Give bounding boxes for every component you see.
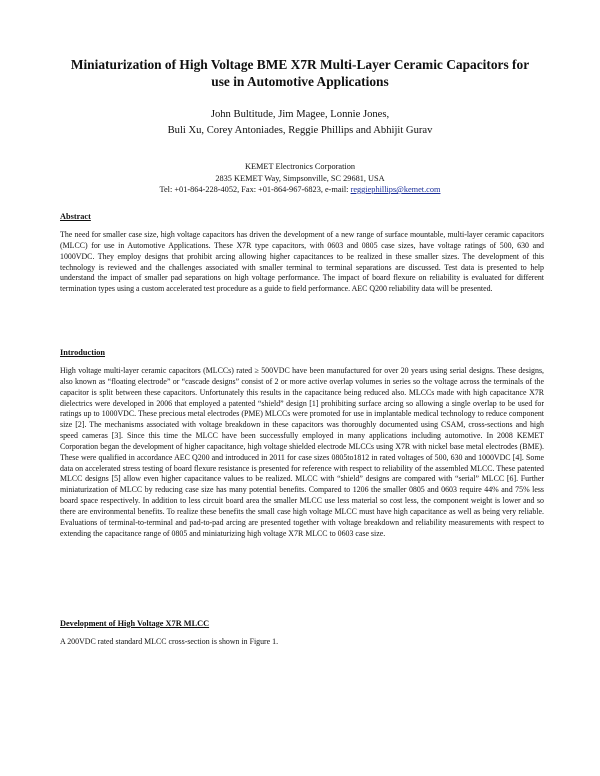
author-list <box>40 107 560 139</box>
authors-line: Buli Xu, Corey Antoniades, Reggie Phillips and Abhijit Gurav <box>167 125 433 136</box>
authors-line: John Bultitude, Jim Magee, Lonnie Jones, <box>210 109 390 120</box>
abstract-text: The need for smaller case size, high voltage capacitors has driven the development of a new range of surface mountable, multi-layer ceramic capacitors (MLCC) for use in Automotive Applications. These X7R type capacitors, with 0603 and 0805 case sizes, have voltage ratings of 500, 630 and 1000VDC. They employ designs that prohibit arcing allowing higher capacitances to be realized in these smaller sizes. The development of this technology is reviewed and the challenges associated with smaller terminal to terminal separations are discussed. Test data is presented to help understand the impact of smaller pad separations on high voltage performance. The impact of board flexure on reliability is evaluated for different termination types using a custom accelerated test procedure as a guide to field performance. AEC Q200 reliability data will be presented. <box>60 230 544 294</box>
affiliation-contact <box>40 184 560 196</box>
email-link[interactable]: reggiephillips@kemet.com <box>350 185 441 194</box>
contact-phone-fax: Tel: +01-864-228-4052, Fax: +01-864-967-6823, e-mail: <box>159 185 351 194</box>
affiliation-address: 2835 KEMET Way, Simpsonville, SC 29681, USA <box>215 173 385 183</box>
introduction-heading: Introduction <box>60 348 106 357</box>
affiliation-block <box>40 161 560 196</box>
introduction-text: High voltage multi-layer ceramic capacitors (MLCCs) rated ≥ 500VDC have been manufactured for over 20 years using serial designs. These designs, also known as “floating electrode” or “cascade designs” consist of 2 or more active overlap volumes in series so the voltage across the terminals of the capacitor is split between these capacitors. Unfortunately this results in the capacitance being reduced also. MLCCs made with high capacitance X7R dielectrics were developed in 2006 that employed a patented “shield” design [1] prohibiting surface arcing so allowing a single overlap to be used for ratings up to 1000VDC. These precious metal electrodes (PME) MLCCs were promoted for use in implantable medical technology to reduce component size [2]. The mechanisms associated with voltage breakdown in these capacitors was thoroughly documented using CSAM, cross-sections and high speed cameras [3]. Since this time the MLCC have been successfully employed in many applications including automotive. In 2008 KEMET Corporation began the development of higher capacitance, high voltage shielded electrode MLCCs using X7R with nickel base metal electrodes (BME). These were qualified in accordance AEC Q200 and introduced in 2011 for case sizes 0805to1812 in rated voltages of 500, 630 and 1000VDC [4]. Some data on accelerated stress testing of board flexure resistance is presented for reference with respect to reliability of the assembled MLCC. These patented MLCC designs [5] allow even higher capacitance values to be realized. MLCC with “shield” designs are compared with “serial” MLCC [6]. Further miniaturization of MLCC by reducing case size has many potential benefits. Compared to 1206 the smaller 0805 and 0603 require 44% and 75% less board space respectively. In addition to less circuit board area the smaller MLCC use less material so cost less, the component weight is lower and so there are environmental benefits. To realize these benefits the small case high voltage MLCC must have high capacitance as well as being very reliable. Evaluations of terminal-to-terminal and pad-to-pad arcing are presented together with voltage breakdown and reliability measurements with respect to extending the capacitance range of 0805 and miniaturizing high voltage X7R MLCC to 0603 case size. <box>60 366 544 538</box>
title-line: use in Automotive Applications <box>211 74 389 89</box>
abstract-heading: Abstract <box>60 212 91 221</box>
development-heading: Development of High Voltage X7R MLCC <box>60 619 210 628</box>
paper-title <box>50 56 550 90</box>
affiliation-company: KEMET Electronics Corporation <box>245 162 355 171</box>
title-line: Miniaturization of High Voltage BME X7R Multi-Layer Ceramic Capacitors for <box>70 57 530 72</box>
development-text: A 200VDC rated standard MLCC cross-section is shown in Figure 1. <box>60 637 279 646</box>
